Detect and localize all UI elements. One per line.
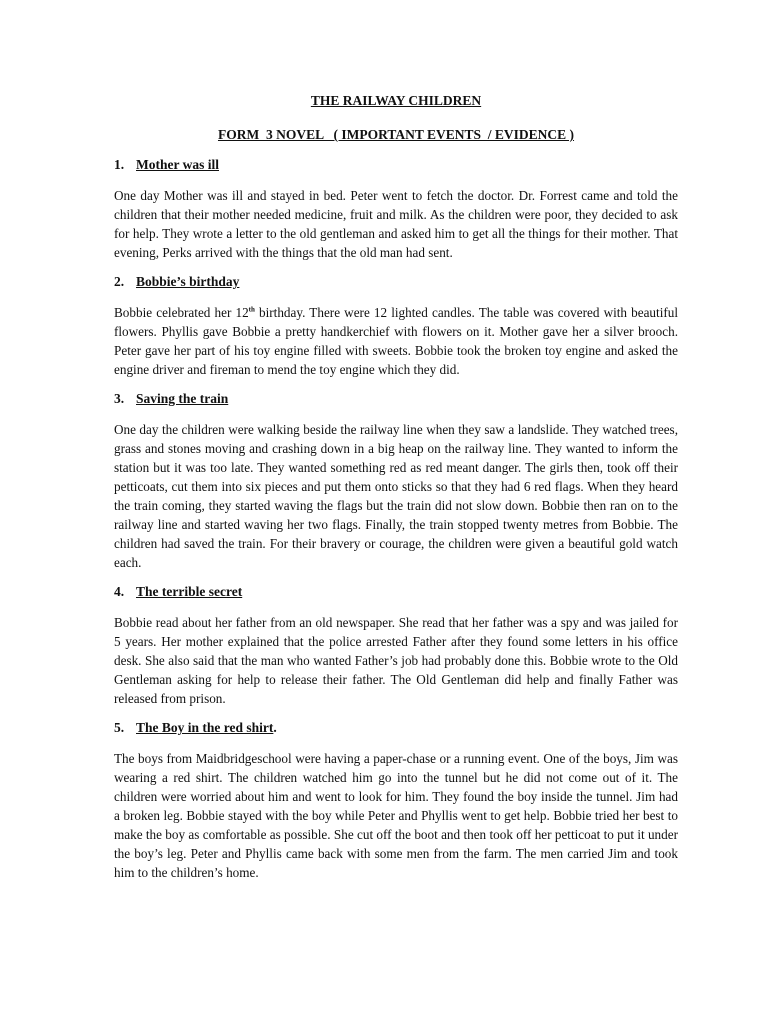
- section-title: Saving the train: [136, 391, 229, 406]
- section-title: The terrible secret: [136, 584, 243, 599]
- section-number: 5.: [114, 720, 125, 735]
- section-number: 2.: [114, 274, 125, 289]
- section-title: Mother was ill: [136, 157, 219, 172]
- section-title-suffix: .: [273, 720, 277, 735]
- section-heading-2: [114, 273, 678, 291]
- section-number: 1.: [114, 157, 125, 172]
- section-number: 4.: [114, 584, 125, 599]
- document-subtitle: FORM 3 NOVEL ( IMPORTANT EVENTS / EVIDENCE ): [217, 127, 575, 142]
- section-heading-5: [114, 719, 678, 737]
- document-page: [114, 92, 678, 893]
- section-number: 3.: [114, 391, 125, 406]
- document-title: THE RAILWAY CHILDREN: [310, 93, 482, 108]
- section-paragraph-2: [114, 303, 678, 379]
- section-title: Bobbie’s birthday: [136, 274, 240, 289]
- section-heading-3: [114, 390, 678, 408]
- section-paragraph-3: One day the children were walking beside the railway line when they saw a landslide. They watched trees, grass and stones moving and crashing down in a big heap on the railway line. They wanted to inform the station but it was too late. They wanted something red as red meant danger. The girls then, took off their petticoats, cut them into six pieces and put them onto sticks so that they had 6 red flags. When they heard the train coming, they started waving the flags but the train did not slow down. Bobbie then ran on to the railway line and started waving her two flags. Finally, the train stopped twenty metres from Bobbie. The children had saved the train. For their bravery or courage, the children were given a beautiful gold watch each.: [114, 422, 678, 570]
- paragraph-text-rest: birthday. There were 12 lighted candles. The table was covered with beautiful flowers. Phyllis gave Bobbie a pretty handkerchief with flowers on it. Mother gave her a silver brooch. Peter gave her part of his toy engine filled with sweets. Bobbie took the broken toy engine and asked the engine driver and fireman to mend the toy engine which they did.: [114, 305, 679, 377]
- paragraph-text-start: Bobbie celebrated her 12: [114, 305, 249, 320]
- section-paragraph-4: Bobbie read about her father from an old newspaper. She read that her father was a spy and was jailed for 5 years. Her mother explained that the police arrested Father after they found some letters in his office desk. She also said that the man who wanted Father’s job had probably done this. Bobbie wrote to the Old Gentleman asking for help to release their father. The Old Gentleman did help and finally Father was released from prison.: [114, 615, 678, 706]
- ordinal-superscript: th: [248, 305, 255, 314]
- section-heading-4: [114, 583, 678, 601]
- section-paragraph-5: The boys from Maidbridgeschool were having a paper-chase or a running event. One of the boys, Jim was wearing a red shirt. The children watched him go into the tunnel but he did not come out of it. The children were worried about him and went to look for him. They found the boy inside the tunnel. Jim had a broken leg. Bobbie stayed with the boy while Peter and Phyllis went to get help. Bobbie tried her best to make the boy as comfortable as possible. She cut off the boot and then took off her petticoat to put it under the boy’s leg. Peter and Phyllis came back with some men from the farm. The men carried Jim and took him to the children’s home.: [114, 751, 678, 880]
- section-title: The Boy in the red shirt: [136, 720, 274, 735]
- section-heading-1: [114, 156, 678, 174]
- section-paragraph-1: One day Mother was ill and stayed in bed. Peter went to fetch the doctor. Dr. Forrest came and told the children that their mother needed medicine, fruit and milk. As the children were poor, they decided to ask for help. They wrote a letter to the old gentleman and asked him to get all the things for their mother. That evening, Perks arrived with the things that the old man had sent.: [114, 188, 678, 260]
